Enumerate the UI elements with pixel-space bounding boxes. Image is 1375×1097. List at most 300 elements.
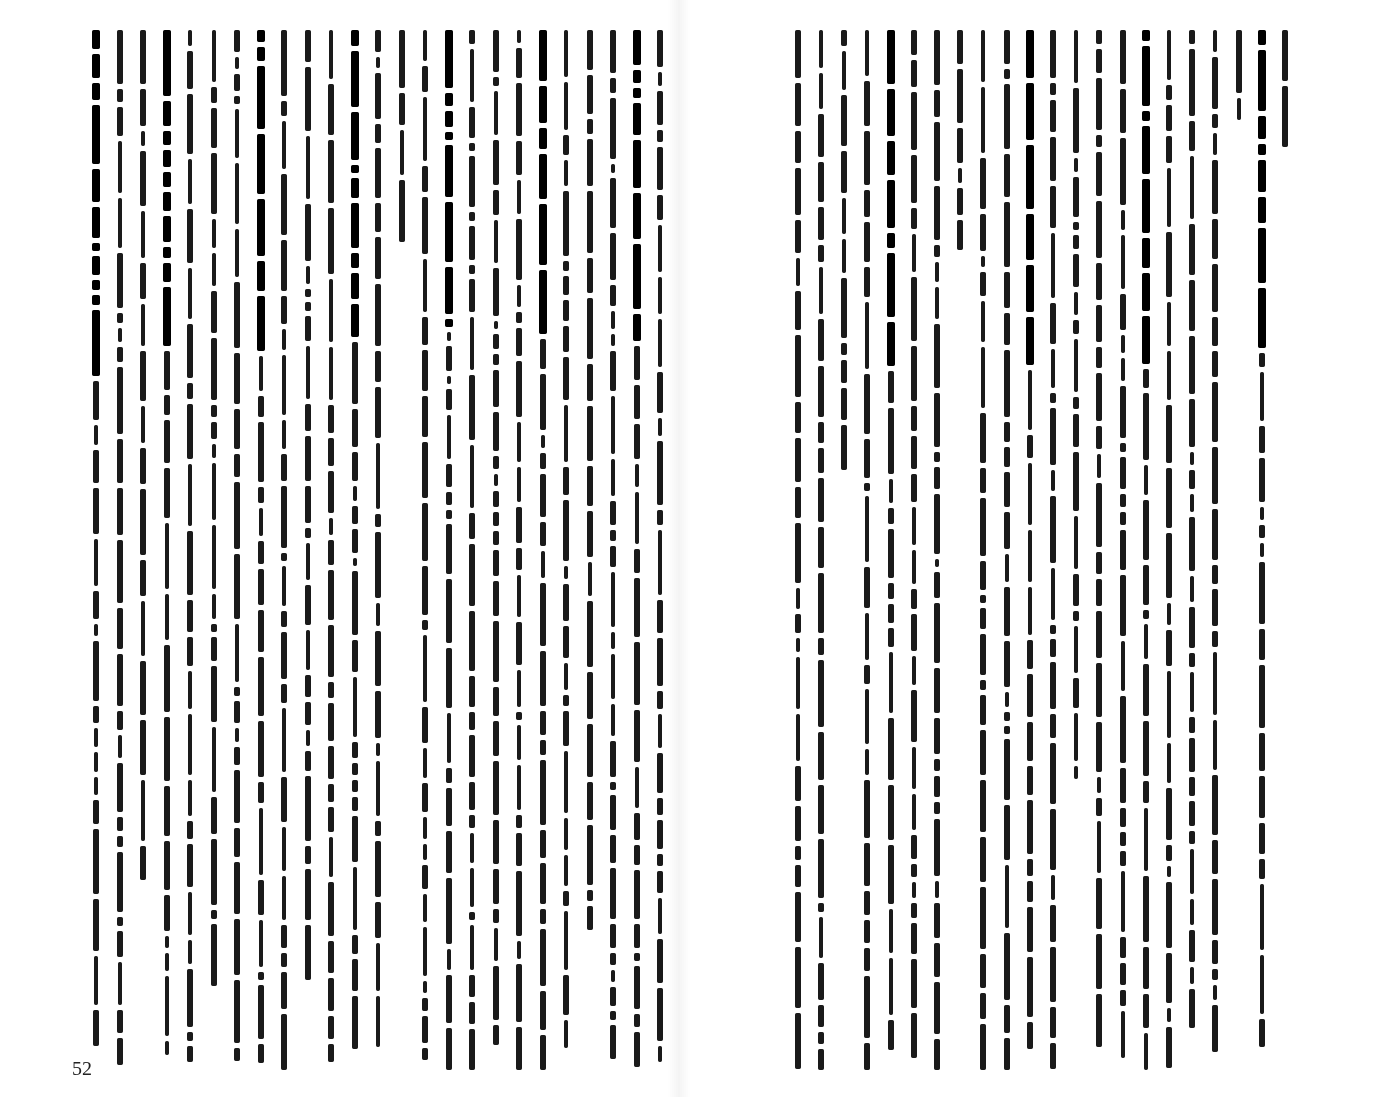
glyph-stroke (1213, 720, 1217, 770)
glyph-stroke (188, 892, 192, 935)
glyph-stroke (1096, 30, 1102, 44)
glyph-stroke (281, 925, 287, 948)
glyph-stroke (494, 474, 498, 486)
glyph-stroke (1190, 576, 1194, 602)
glyph-stroke (1166, 136, 1172, 163)
glyph-stroke (469, 611, 475, 671)
glyph-stroke (376, 57, 380, 68)
glyph-stroke (841, 388, 847, 420)
glyph-stroke (634, 870, 640, 919)
glyph-stroke (1027, 766, 1033, 795)
glyph-stroke (1120, 963, 1126, 985)
glyph-stroke (563, 891, 569, 906)
glyph-stroke (469, 676, 475, 707)
glyph-stroke (981, 347, 985, 408)
glyph-stroke (93, 1010, 99, 1046)
glyph-stroke (422, 442, 428, 498)
glyph-stroke (795, 523, 801, 583)
glyph-stroke (281, 174, 287, 235)
glyph-stroke (1260, 543, 1264, 557)
text-column (927, 30, 947, 1075)
glyph-stroke (140, 846, 146, 880)
glyph-stroke (610, 178, 616, 228)
glyph-stroke (117, 852, 123, 912)
glyph-stroke (1121, 210, 1125, 230)
glyph-stroke (234, 482, 240, 549)
glyph-stroke (934, 245, 940, 257)
glyph-stroke (93, 706, 99, 723)
glyph-stroke (818, 785, 824, 834)
glyph-stroke (446, 524, 452, 574)
glyph-stroke (1260, 372, 1264, 421)
glyph-stroke (658, 530, 662, 595)
glyph-stroke (1259, 823, 1265, 854)
glyph-stroke (587, 258, 593, 293)
glyph-stroke (141, 304, 145, 346)
glyph-stroke (92, 256, 100, 275)
glyph-stroke (352, 763, 358, 775)
glyph-stroke (516, 141, 522, 175)
glyph-stroke (1050, 905, 1056, 942)
glyph-stroke (328, 784, 334, 802)
glyph-stroke (1051, 233, 1055, 298)
glyph-stroke (117, 917, 123, 926)
glyph-stroke (93, 800, 99, 824)
glyph-stroke (540, 651, 546, 706)
glyph-stroke (864, 567, 870, 608)
glyph-stroke (864, 483, 870, 491)
glyph-stroke (93, 381, 99, 420)
glyph-stroke (234, 862, 240, 914)
glyph-stroke (865, 496, 869, 562)
glyph-stroke (1166, 405, 1172, 463)
glyph-stroke (517, 941, 521, 959)
glyph-stroke (212, 525, 216, 589)
glyph-stroke (1167, 302, 1171, 346)
glyph-stroke (423, 97, 427, 161)
glyph-stroke (329, 347, 333, 400)
glyph-stroke (1004, 84, 1010, 149)
glyph-stroke (795, 438, 801, 482)
glyph-stroke (587, 672, 593, 719)
glyph-stroke (494, 220, 498, 263)
glyph-stroke (164, 351, 170, 390)
text-column (1020, 30, 1040, 1054)
glyph-stroke (375, 532, 381, 598)
glyph-stroke (1167, 743, 1171, 783)
glyph-stroke (611, 970, 615, 982)
glyph-stroke (212, 253, 216, 286)
glyph-stroke (94, 425, 98, 445)
glyph-stroke (1004, 1038, 1010, 1070)
glyph-stroke (818, 366, 824, 417)
glyph-stroke (1190, 849, 1194, 894)
glyph-stroke (865, 613, 869, 660)
glyph-stroke (1189, 777, 1195, 796)
glyph-stroke (633, 88, 641, 98)
glyph-stroke (1212, 509, 1218, 560)
glyph-stroke (211, 910, 217, 919)
text-column (650, 30, 670, 1067)
glyph-stroke (422, 197, 428, 254)
glyph-stroke (469, 1002, 475, 1024)
glyph-stroke (818, 1032, 824, 1044)
glyph-stroke (1027, 640, 1033, 669)
glyph-stroke (163, 192, 171, 211)
glyph-stroke (351, 112, 359, 160)
glyph-stroke (422, 620, 428, 630)
glyph-stroke (911, 864, 917, 877)
glyph-stroke (118, 328, 122, 342)
glyph-stroke (934, 452, 940, 462)
glyph-stroke (211, 666, 217, 722)
glyph-stroke (211, 405, 217, 417)
glyph-stroke (423, 30, 427, 61)
glyph-stroke (517, 422, 521, 462)
glyph-stroke (469, 513, 475, 539)
glyph-stroke (958, 168, 962, 183)
glyph-stroke (375, 821, 381, 836)
glyph-stroke (563, 467, 569, 495)
glyph-stroke (353, 677, 357, 737)
glyph-stroke (634, 578, 640, 637)
glyph-stroke (610, 924, 616, 948)
glyph-stroke (1120, 443, 1126, 452)
glyph-stroke (281, 553, 287, 561)
text-column (274, 30, 294, 1075)
glyph-stroke (305, 404, 311, 431)
glyph-stroke (1190, 452, 1194, 465)
text-column (950, 30, 970, 255)
glyph-stroke (328, 438, 334, 466)
glyph-stroke (934, 122, 940, 181)
glyph-stroke (1258, 30, 1266, 45)
glyph-stroke (94, 539, 98, 586)
glyph-stroke (93, 488, 99, 534)
glyph-stroke (1004, 712, 1010, 721)
glyph-stroke (587, 364, 593, 401)
glyph-stroke (818, 162, 824, 202)
glyph-stroke (493, 581, 499, 616)
glyph-stroke (1166, 845, 1172, 861)
glyph-stroke (911, 277, 917, 341)
glyph-stroke (352, 816, 358, 862)
glyph-stroke (351, 253, 359, 268)
glyph-stroke (376, 603, 380, 626)
glyph-stroke (1260, 884, 1264, 950)
glyph-stroke (887, 253, 895, 317)
glyph-stroke (540, 339, 546, 369)
glyph-stroke (1143, 876, 1149, 942)
glyph-stroke (1051, 470, 1055, 491)
glyph-stroke (493, 820, 499, 864)
glyph-stroke (819, 267, 823, 314)
glyph-stroke (493, 370, 499, 407)
glyph-stroke (328, 682, 334, 698)
glyph-stroke (93, 641, 99, 701)
glyph-stroke (305, 486, 311, 523)
glyph-stroke (328, 1044, 334, 1062)
glyph-stroke (328, 570, 334, 620)
glyph-stroke (188, 268, 192, 319)
glyph-stroke (795, 168, 801, 215)
glyph-stroke (1189, 30, 1195, 44)
text-column (204, 30, 224, 991)
glyph-stroke (423, 259, 427, 312)
text-column (904, 30, 924, 1063)
glyph-stroke (1074, 30, 1078, 83)
glyph-stroke (141, 406, 145, 443)
glyph-stroke (211, 637, 217, 661)
glyph-stroke (1073, 397, 1079, 409)
glyph-stroke (281, 30, 287, 96)
glyph-stroke (188, 30, 192, 46)
glyph-stroke (610, 741, 616, 777)
glyph-stroke (888, 583, 894, 599)
glyph-stroke (469, 265, 475, 274)
glyph-stroke (1120, 768, 1126, 803)
glyph-stroke (1212, 1005, 1218, 1052)
glyph-stroke (563, 191, 569, 256)
right-page (690, 0, 1375, 1097)
glyph-stroke (1258, 228, 1266, 283)
glyph-stroke (1096, 878, 1102, 929)
glyph-stroke (818, 245, 824, 262)
glyph-stroke (587, 298, 593, 359)
glyph-stroke (117, 253, 123, 308)
glyph-stroke (469, 30, 475, 44)
glyph-stroke (257, 134, 265, 194)
glyph-stroke (1027, 859, 1033, 876)
glyph-stroke (118, 198, 122, 248)
glyph-stroke (353, 486, 357, 501)
glyph-stroke (1143, 721, 1149, 776)
glyph-stroke (888, 529, 894, 578)
glyph-stroke (611, 459, 615, 496)
glyph-stroke (563, 357, 569, 400)
text-column (157, 30, 177, 1060)
glyph-stroke (306, 543, 310, 580)
glyph-stroke (887, 30, 895, 84)
glyph-stroke (911, 60, 917, 87)
glyph-stroke (795, 402, 801, 433)
glyph-stroke (1212, 351, 1218, 377)
glyph-stroke (234, 701, 240, 723)
glyph-stroke (469, 815, 475, 828)
glyph-stroke (493, 721, 499, 756)
glyph-stroke (818, 732, 824, 780)
glyph-stroke (493, 456, 499, 469)
glyph-stroke (842, 239, 846, 273)
glyph-stroke (934, 943, 940, 977)
glyph-stroke (934, 903, 940, 938)
glyph-stroke (329, 518, 333, 535)
glyph-stroke (164, 468, 170, 518)
glyph-stroke (1121, 235, 1125, 289)
glyph-stroke (329, 837, 333, 877)
glyph-stroke (1213, 30, 1217, 52)
text-column (462, 30, 482, 1075)
glyph-stroke (657, 147, 663, 190)
glyph-stroke (841, 30, 847, 46)
glyph-stroke (657, 798, 663, 815)
glyph-stroke (864, 976, 870, 1038)
glyph-stroke (235, 229, 239, 277)
glyph-stroke (258, 487, 264, 503)
glyph-stroke (635, 492, 639, 544)
glyph-stroke (493, 512, 499, 526)
glyph-stroke (1166, 953, 1172, 1003)
glyph-stroke (258, 972, 264, 980)
glyph-stroke (1259, 1019, 1265, 1047)
glyph-stroke (234, 770, 240, 823)
glyph-stroke (1212, 840, 1218, 874)
glyph-stroke (610, 795, 616, 830)
glyph-stroke (658, 319, 662, 367)
glyph-stroke (587, 191, 593, 253)
glyph-stroke (163, 247, 171, 258)
glyph-stroke (1004, 272, 1010, 308)
text-column (227, 30, 247, 1066)
glyph-stroke (1166, 630, 1172, 666)
glyph-stroke (563, 695, 569, 706)
glyph-stroke (517, 765, 521, 810)
glyph-stroke (94, 956, 98, 1005)
glyph-stroke (516, 871, 522, 936)
glyph-stroke (1051, 568, 1055, 620)
glyph-stroke (540, 830, 546, 858)
text-column (1275, 30, 1295, 152)
glyph-stroke (446, 768, 452, 783)
glyph-stroke (1096, 483, 1102, 547)
glyph-stroke (864, 374, 870, 434)
text-column (627, 30, 647, 1072)
glyph-stroke (305, 289, 311, 297)
glyph-stroke (864, 439, 870, 478)
glyph-stroke (980, 695, 986, 725)
glyph-stroke (282, 121, 286, 169)
glyph-stroke (1074, 713, 1078, 761)
glyph-stroke (635, 464, 639, 487)
glyph-stroke (1142, 30, 1150, 41)
glyph-stroke (469, 712, 475, 730)
glyph-stroke (1050, 743, 1056, 804)
glyph-stroke (1027, 881, 1033, 902)
glyph-stroke (657, 91, 663, 125)
glyph-stroke (818, 207, 824, 240)
glyph-stroke (305, 436, 311, 481)
glyph-stroke (1096, 552, 1102, 574)
glyph-stroke (1189, 336, 1195, 394)
glyph-stroke (540, 711, 546, 735)
glyph-stroke (887, 233, 895, 248)
glyph-stroke (1120, 937, 1126, 958)
glyph-stroke (1167, 1008, 1171, 1022)
glyph-stroke (493, 30, 499, 72)
glyph-stroke (305, 204, 311, 261)
glyph-stroke (1120, 30, 1126, 84)
glyph-stroke (1004, 1005, 1010, 1033)
glyph-stroke (1004, 587, 1010, 636)
glyph-stroke (281, 953, 287, 967)
text-column (509, 30, 529, 1075)
glyph-stroke (1096, 152, 1102, 196)
glyph-stroke (376, 443, 380, 509)
glyph-stroke (281, 296, 287, 324)
glyph-stroke (329, 30, 333, 79)
glyph-stroke (911, 1013, 917, 1058)
glyph-stroke (352, 935, 358, 954)
glyph-stroke (258, 721, 264, 777)
glyph-stroke (1120, 851, 1126, 866)
glyph-stroke (539, 30, 547, 81)
glyph-stroke (328, 882, 334, 936)
glyph-stroke (1120, 832, 1126, 846)
glyph-stroke (305, 528, 311, 538)
glyph-stroke (1212, 317, 1218, 346)
glyph-stroke (1189, 121, 1195, 151)
glyph-stroke (980, 498, 986, 556)
glyph-stroke (92, 83, 100, 100)
glyph-stroke (819, 30, 823, 68)
glyph-stroke (1166, 788, 1172, 840)
glyph-stroke (469, 735, 475, 777)
glyph-stroke (1212, 219, 1218, 259)
glyph-stroke (980, 1024, 986, 1070)
glyph-stroke (563, 584, 569, 621)
glyph-stroke (1259, 525, 1265, 538)
glyph-stroke (1121, 335, 1125, 353)
glyph-stroke (1167, 866, 1171, 877)
glyph-stroke (1005, 865, 1009, 928)
glyph-stroke (259, 920, 263, 967)
glyph-stroke (305, 67, 311, 131)
glyph-stroke (934, 186, 940, 240)
glyph-stroke (1097, 777, 1101, 793)
glyph-stroke (934, 802, 940, 814)
glyph-stroke (611, 704, 615, 736)
glyph-stroke (305, 302, 311, 311)
glyph-stroke (470, 925, 474, 970)
glyph-stroke (212, 30, 216, 82)
glyph-stroke (422, 566, 428, 615)
text-column (857, 30, 877, 1075)
glyph-stroke (1121, 358, 1125, 381)
glyph-stroke (1073, 611, 1079, 621)
glyph-stroke (980, 595, 986, 603)
glyph-stroke (163, 287, 171, 346)
glyph-stroke (633, 30, 641, 65)
glyph-stroke (164, 420, 170, 463)
glyph-stroke (469, 212, 475, 221)
glyph-stroke (375, 284, 381, 346)
glyph-stroke (211, 291, 217, 333)
glyph-stroke (1074, 158, 1078, 172)
glyph-stroke (165, 953, 169, 971)
glyph-stroke (352, 996, 358, 1049)
glyph-stroke (818, 448, 824, 473)
glyph-stroke (281, 454, 287, 481)
glyph-stroke (1004, 739, 1010, 800)
glyph-stroke (610, 285, 616, 306)
glyph-stroke (539, 86, 547, 123)
glyph-stroke (610, 546, 616, 567)
glyph-stroke (934, 30, 940, 85)
glyph-stroke (118, 735, 122, 758)
glyph-stroke (1121, 871, 1125, 932)
glyph-stroke (375, 387, 381, 438)
glyph-stroke (587, 406, 593, 461)
